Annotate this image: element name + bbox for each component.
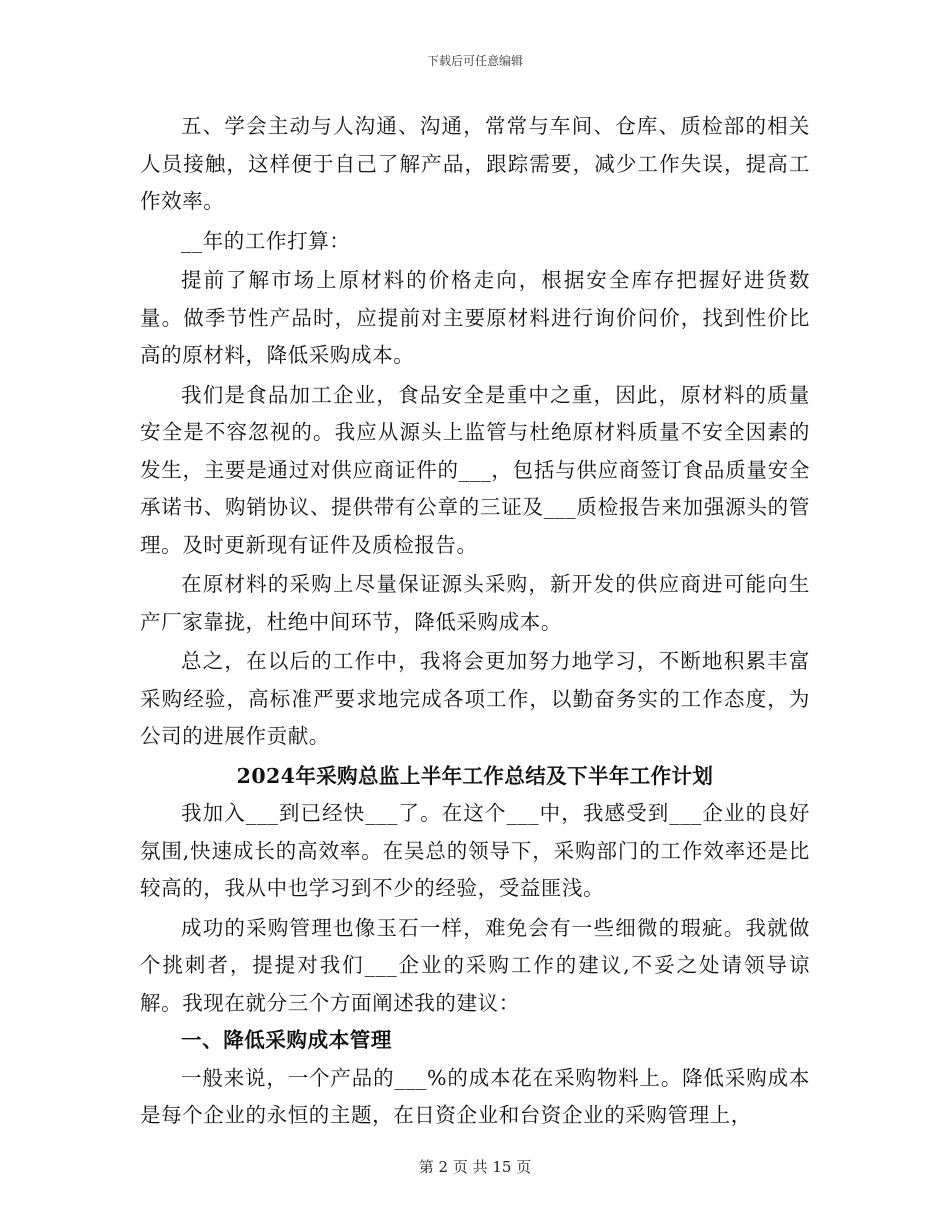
paragraph: 我们是食品加工企业，食品安全是重中之重，因此，原材料的质量安全是不容忽视的。我应从源头上监管与杜绝原材料质量不安全因素的发生，主要是通过对供应商证件的___，包括与供应商签订食品质量安全承诺书、购销协议、提供带有公章的三证及___质检报告来加强源头的管理。及时更新现有证件及质检报告。 — [140, 382, 810, 557]
section-title: 2024年采购总监上半年工作总结及下半年工作计划 — [236, 763, 714, 788]
paragraph: 提前了解市场上原材料的价格走向，根据安全库存把握好进货数量。做季节性产品时，应提前对主要原材料进行询价问价，找到性价比高的原材料，降低采购成本。 — [140, 268, 810, 367]
paragraph: 五、学会主动与人沟通、沟通，常常与车间、仓库、质检部的相关人员接触，这样便于自己了解产品，跟踪需要，减少工作失误，提高工作效率。 — [140, 114, 810, 213]
page-footer: 第 2 页 共 15 页 — [418, 1158, 532, 1176]
paragraph: 一般来说，一个产品的___%的成本花在采购物料上。降低采购成本是每个企业的永恒的主题，在日资企业和台资企业的采购管理上， — [140, 1065, 810, 1127]
subheading: 一、降低采购成本管理 — [181, 1028, 392, 1052]
paragraph: 成功的采购管理也像玉石一样，难免会有一些细微的瑕疵。我就做个挑刺者，提提对我们___企业的采购工作的建议,不妥之处请领导谅解。我现在就分三个方面阐述我的建议： — [140, 915, 810, 1015]
paragraph: 在原材料的采购上尽量保证源头采购，新开发的供应商进可能向生产厂家靠拢，杜绝中间环节，降低采购成本。 — [140, 572, 810, 634]
paragraph: 我加入___到已经快___了。在这个___中，我感受到___企业的良好氛围,快速成长的高效率。在吴总的领导下，采购部门的工作效率还是比较高的，我从中也学习到不少的经验，受益匪浅。 — [140, 801, 810, 900]
paragraph: 总之，在以后的工作中，我将会更加努力地学习，不断地积累丰富采购经验，高标准严要求地完成各项工作，以勤奋务实的工作态度，为公司的进展作贡献。 — [140, 649, 810, 748]
document-body — [140, 108, 810, 1135]
paragraph: __年的工作打算： — [181, 228, 351, 253]
page-header: 下载后可任意编辑 — [426, 54, 523, 68]
